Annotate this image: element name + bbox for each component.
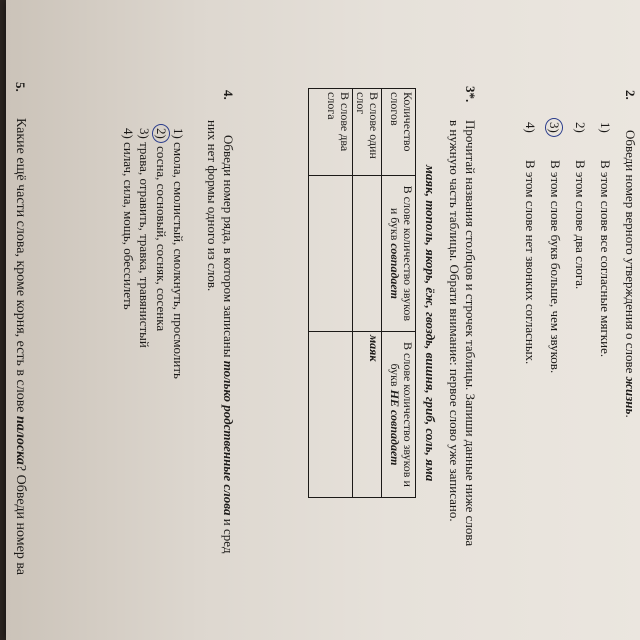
task4-option bbox=[136, 128, 152, 348]
pen-circle-mark: 3) bbox=[545, 118, 563, 137]
pen-circle-mark: 2) bbox=[152, 124, 170, 143]
task2-option-text: В этом слове все согласные мягкие. bbox=[598, 160, 613, 358]
table-column-header-mismatch bbox=[382, 331, 416, 497]
column-header-line: В слове количество звуков и bbox=[401, 342, 415, 487]
task4-option-text: сосна, сосновый, сосняк, сосенка bbox=[154, 146, 169, 332]
task4-option bbox=[120, 128, 136, 310]
task4-prompt-text: Обведи номер ряда, в котором записаны bbox=[221, 135, 236, 361]
task2-option-text: В этом слове букв больше, чем звуков. bbox=[548, 160, 563, 374]
column-header-emphasis: НЕ совпадает bbox=[388, 389, 402, 466]
table-row-header: В слове один слог bbox=[353, 89, 382, 176]
task2-option-num: 4) bbox=[523, 122, 538, 133]
worksheet-page bbox=[6, 0, 640, 640]
task4-prompt-text: и сред bbox=[221, 515, 236, 554]
table-corner-header: Количество слогов bbox=[382, 89, 416, 176]
classification-table bbox=[308, 88, 416, 498]
table-row-header: В слове два слога bbox=[309, 89, 353, 176]
task5-prompt bbox=[12, 118, 28, 575]
task2-option-text: В этом слове два слога. bbox=[573, 160, 588, 290]
task4-prompt-line2: них нет формы одного из слов. bbox=[205, 120, 220, 292]
task2-option-num-circled bbox=[545, 118, 563, 137]
task3-number: 3*. bbox=[463, 86, 478, 103]
column-header-emphasis: совпадает bbox=[388, 243, 402, 299]
task4-option-num: 1) bbox=[171, 128, 186, 139]
table-cell[interactable] bbox=[309, 175, 353, 331]
table-cell[interactable] bbox=[309, 331, 353, 497]
task2-prompt-text: Обведи номер верного утверждения о слове bbox=[623, 130, 638, 377]
worksheet-content bbox=[6, 0, 640, 640]
task4-option bbox=[170, 128, 186, 379]
task4-prompt-emphasis: только родственные слова bbox=[221, 360, 236, 516]
task4-option bbox=[152, 124, 170, 331]
task4-prompt-line1 bbox=[220, 135, 236, 553]
task5-number: 5. bbox=[13, 82, 28, 92]
task4-option-text: смола, смолистый, смолкнуть, просмолить bbox=[171, 142, 186, 379]
task2-prompt-word: жизнь bbox=[623, 376, 638, 415]
task2-option-num: 1) bbox=[598, 122, 613, 133]
table-cell[interactable] bbox=[353, 331, 382, 497]
task4-option-text: трава, отравить, травка, травянистый bbox=[137, 142, 152, 348]
column-header-line: и букв bbox=[388, 207, 402, 244]
task5-prompt-emphasis: палоска bbox=[13, 415, 28, 465]
task2-number: 2. bbox=[623, 90, 638, 100]
task5-prompt-text: Какие ещё части слова, кроме корня, есть в слове bbox=[13, 118, 28, 416]
column-header-line: букв bbox=[388, 363, 402, 390]
table-cell-filled-word: маяк bbox=[367, 334, 381, 362]
task2-prompt-end: . bbox=[623, 414, 638, 418]
task2-option-text: В этом слове нет звонких согласных. bbox=[523, 160, 538, 365]
task4-option-num: 4) bbox=[121, 128, 136, 139]
table-column-header-match bbox=[382, 175, 416, 331]
task4-number: 4. bbox=[221, 90, 236, 100]
table-cell[interactable] bbox=[353, 175, 382, 331]
task4-option-text: силач, сила, мощь, обессилеть bbox=[121, 142, 136, 310]
task4-option-num: 3) bbox=[137, 128, 152, 139]
task3-line2: в нужную часть таблицы. Обрати внимание: первое слово уже записано. bbox=[447, 120, 462, 522]
column-header-line: В слове количество звуков bbox=[401, 185, 415, 322]
task3-line1: Прочитай названия столбцов и строчек таблицы. Запиши данные ниже слова bbox=[463, 120, 478, 547]
task3-word-list: маяк, тополь, якорь, ёж, гвоздь, вишня, гриб, соль, яма bbox=[423, 165, 438, 482]
task5-prompt-text: ? Обведи номер ва bbox=[13, 464, 28, 575]
task2-option-num: 2) bbox=[573, 122, 588, 133]
task2-prompt bbox=[622, 130, 638, 418]
